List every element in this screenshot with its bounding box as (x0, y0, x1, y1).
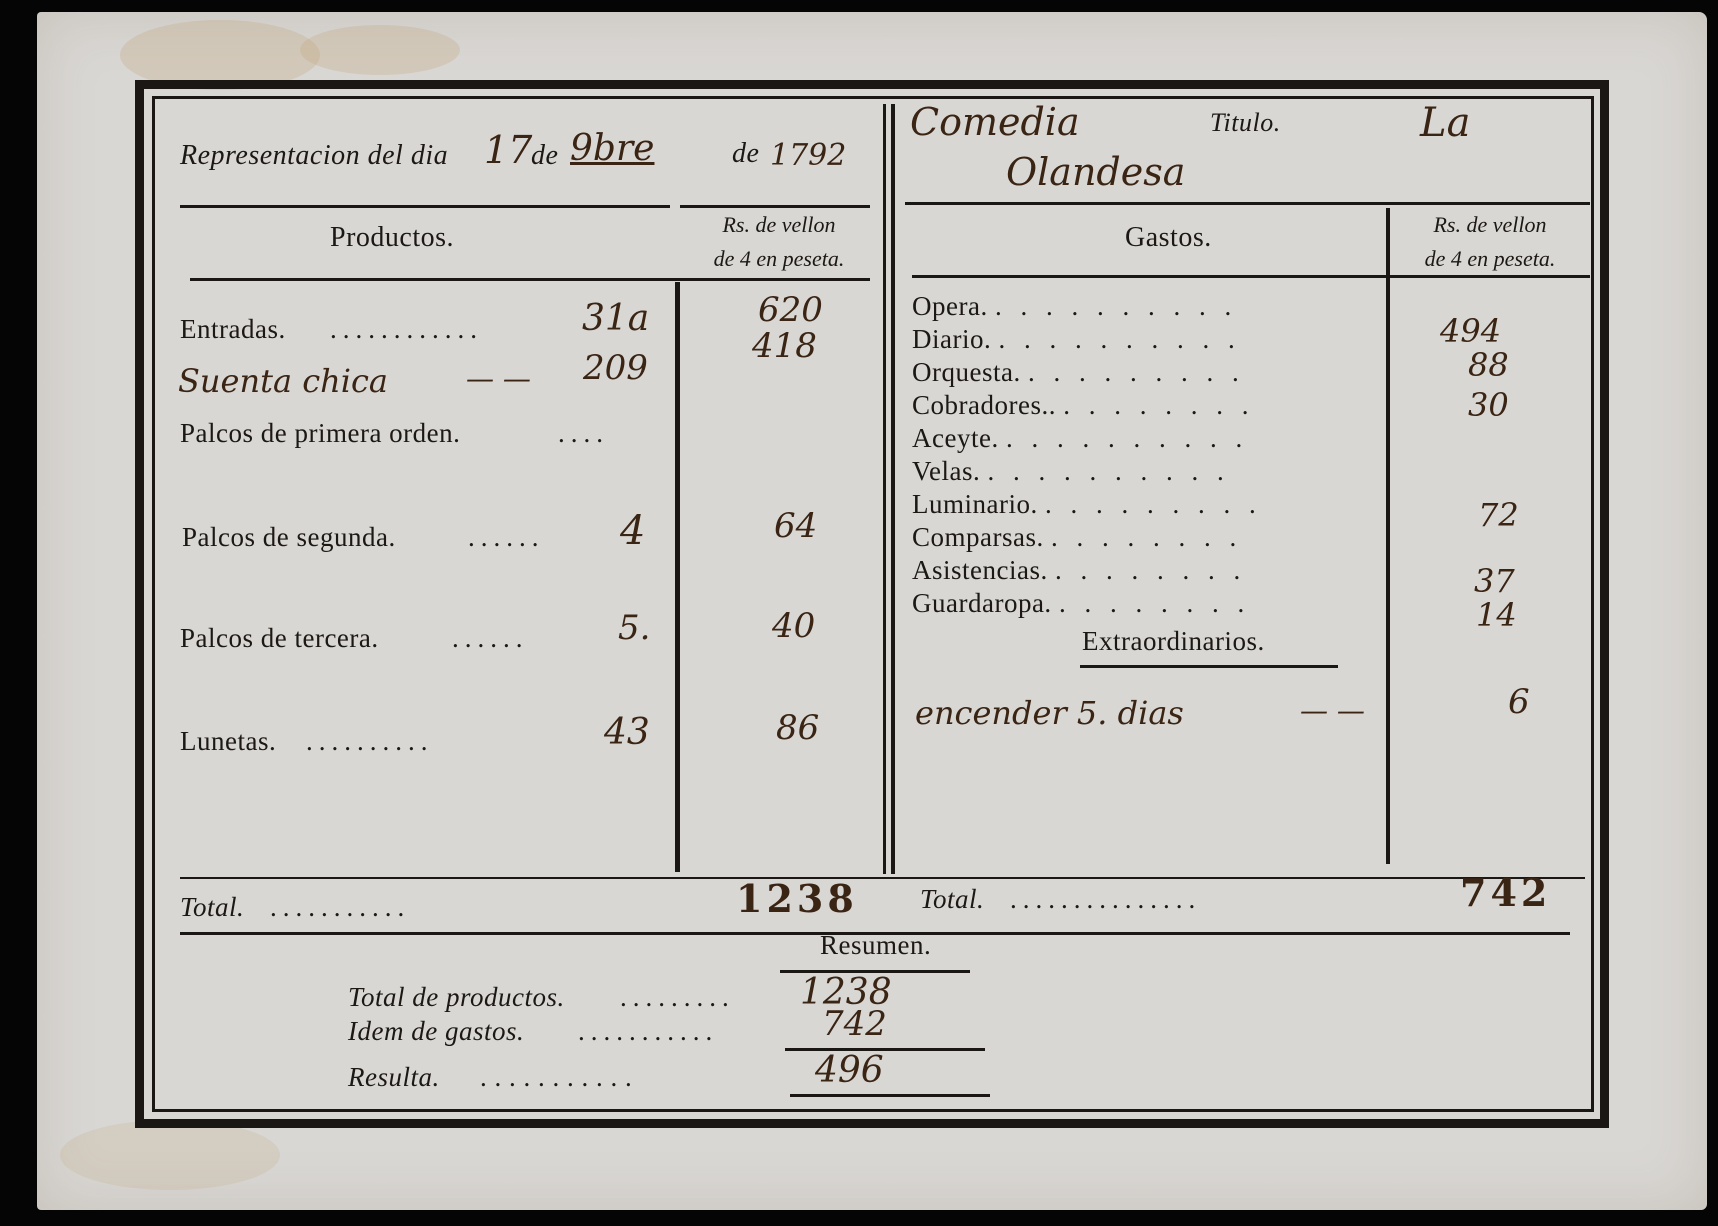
gastos-row-dots: . . . . . . . . . . (998, 324, 1241, 354)
rule (790, 1094, 990, 1097)
column-rule (1386, 208, 1390, 864)
productos-row-label: Palcos de segunda. (182, 522, 396, 552)
productos-row-label: Entradas. (180, 314, 286, 344)
titulo-value-olandesa: Olandesa (1006, 150, 1186, 194)
gastos-header: Gastos. (1125, 222, 1212, 253)
productos-row-label: Lunetas. (180, 726, 277, 756)
gastos-row-dots: . . . . . . . . . . (994, 291, 1238, 321)
gastos-row-value: 30 (1468, 386, 1509, 424)
gastos-row-value: 88 (1468, 346, 1509, 384)
gastos-row-label: Diario. (912, 324, 992, 354)
resumen-row-dots: . . . . . . . . . . . (480, 1062, 633, 1092)
gastos-row (912, 488, 1352, 521)
unit-header-line: Rs. de vellon (1433, 212, 1547, 237)
productos-row-value: 418 (752, 326, 817, 366)
gastos-unit-header (1395, 208, 1585, 276)
gastos-total-value: 742 (1460, 870, 1552, 915)
resumen-row-label: Idem de gastos. (348, 1016, 525, 1046)
productos-row-dots: ............ (330, 314, 483, 344)
gastos-row (912, 521, 1352, 554)
gastos-row (912, 587, 1352, 620)
resumen-row-value: 496 (815, 1050, 884, 1091)
resumen-row-value: 742 (822, 1004, 887, 1044)
productos-row-dots: .... (558, 418, 609, 448)
resumen-row-label: Total de productos. (348, 982, 565, 1012)
gastos-row-dots: . . . . . . . . (1054, 555, 1247, 585)
gastos-row-label: Velas. (912, 456, 981, 486)
productos-row-count: 4 (620, 508, 646, 554)
gastos-row-label: Guardaropa. (912, 588, 1052, 618)
gastos-row-label: Opera. (912, 291, 988, 321)
rule (180, 205, 670, 208)
gastos-row (912, 389, 1352, 422)
gastos-row-label: Cobradores.. (912, 390, 1056, 420)
mes-value: 9bre (570, 128, 655, 169)
rule (180, 877, 1585, 879)
productos-row-count: 5. (618, 608, 651, 648)
representacion-label: Representacion del dia (180, 140, 449, 171)
gastos-row-dots: . . . . . . . . . (1027, 357, 1245, 387)
productos-total-dots: ........... (270, 892, 411, 922)
productos-row-value: 620 (758, 290, 823, 330)
titulo-value-la: La (1420, 100, 1471, 146)
productos-row-label: Palcos de tercera. (180, 623, 379, 653)
gastos-total-label: Total. (920, 884, 985, 914)
gastos-row (912, 290, 1352, 323)
gastos-row (912, 455, 1352, 488)
productos-row-value: 86 (776, 708, 820, 748)
rule (1080, 665, 1338, 668)
productos-row-dots: .......... (306, 726, 434, 756)
gastos-row (912, 554, 1352, 587)
gastos-row (912, 356, 1352, 389)
gastos-row-value: 37 (1474, 562, 1515, 600)
comedia-value: Comedia (910, 100, 1080, 144)
gastos-row-label: Aceyte. (912, 423, 999, 453)
gastos-row-dots: . . . . . . . . . . (987, 456, 1230, 486)
dia-value: 17 (484, 128, 533, 172)
resumen-row-dots: ........... (578, 1016, 719, 1046)
productos-header: Productos. (330, 222, 454, 253)
column-rule (675, 282, 680, 872)
resumen-row-value: 1238 (800, 972, 892, 1013)
gastos-total-dots: ............... (1010, 884, 1202, 914)
productos-row-dots: — — (466, 362, 531, 395)
productos-row-dots: ...... (468, 522, 545, 552)
unit-header-line: Rs. de vellon (722, 212, 836, 237)
unit-header-line: de 4 en peseta. (1424, 246, 1556, 271)
column-divider (891, 104, 895, 874)
gastos-row-label: Asistencias. (912, 555, 1048, 585)
resumen-header: Resumen. (820, 930, 932, 960)
gastos-row-value: 14 (1476, 596, 1517, 634)
year-value: 1792 (770, 138, 847, 173)
extra-row-label: encender 5. dias (915, 694, 1184, 732)
paper-stain (60, 1120, 280, 1190)
gastos-row-value: 494 (1440, 312, 1502, 350)
productos-row-count: 209 (583, 348, 648, 388)
gastos-row-label: Luminario. (912, 489, 1038, 519)
gastos-row-dots: . . . . . . . . (1050, 522, 1243, 552)
gastos-row-dots: . . . . . . . . (1063, 390, 1255, 420)
de-label: de (531, 140, 559, 171)
extra-row-dots: — — (1300, 694, 1365, 727)
gastos-row-label: Comparsas. (912, 522, 1044, 552)
productos-row-dots: ...... (452, 623, 529, 653)
titulo-label: Titulo. (1210, 108, 1281, 137)
paper-stain (300, 25, 460, 75)
unit-header-line: de 4 en peseta. (713, 246, 845, 271)
productos-row-label: Suenta chica (178, 362, 388, 400)
rule (190, 278, 870, 281)
gastos-row-dots: . . . . . . . . (1058, 588, 1251, 618)
gastos-list (912, 290, 1352, 620)
productos-total-label: Total. (180, 892, 245, 922)
resumen-row-label: Resulta. (348, 1062, 440, 1092)
gastos-row-dots: . . . . . . . . . (1044, 489, 1262, 519)
column-divider (883, 104, 886, 874)
productos-row-value: 40 (772, 606, 816, 646)
year-de-label: de (732, 138, 760, 169)
rule (905, 202, 1590, 205)
resumen-row-dots: ......... (620, 982, 735, 1012)
gastos-row-value: 72 (1478, 496, 1519, 534)
productos-row-label: Palcos de primera orden. (180, 418, 461, 448)
productos-unit-header (684, 208, 874, 276)
productos-row-value: 64 (774, 506, 818, 546)
productos-row-count: 43 (604, 712, 650, 753)
extraordinarios-header: Extraordinarios. (1082, 626, 1265, 656)
gastos-row (912, 323, 1352, 356)
gastos-row (912, 422, 1352, 455)
extra-row-value: 6 (1508, 682, 1530, 722)
gastos-row-dots: . . . . . . . . . . (1005, 423, 1249, 453)
gastos-row-label: Orquesta. (912, 357, 1021, 387)
productos-row-count: 31a (582, 298, 650, 339)
productos-total-value: 1238 (736, 876, 858, 921)
